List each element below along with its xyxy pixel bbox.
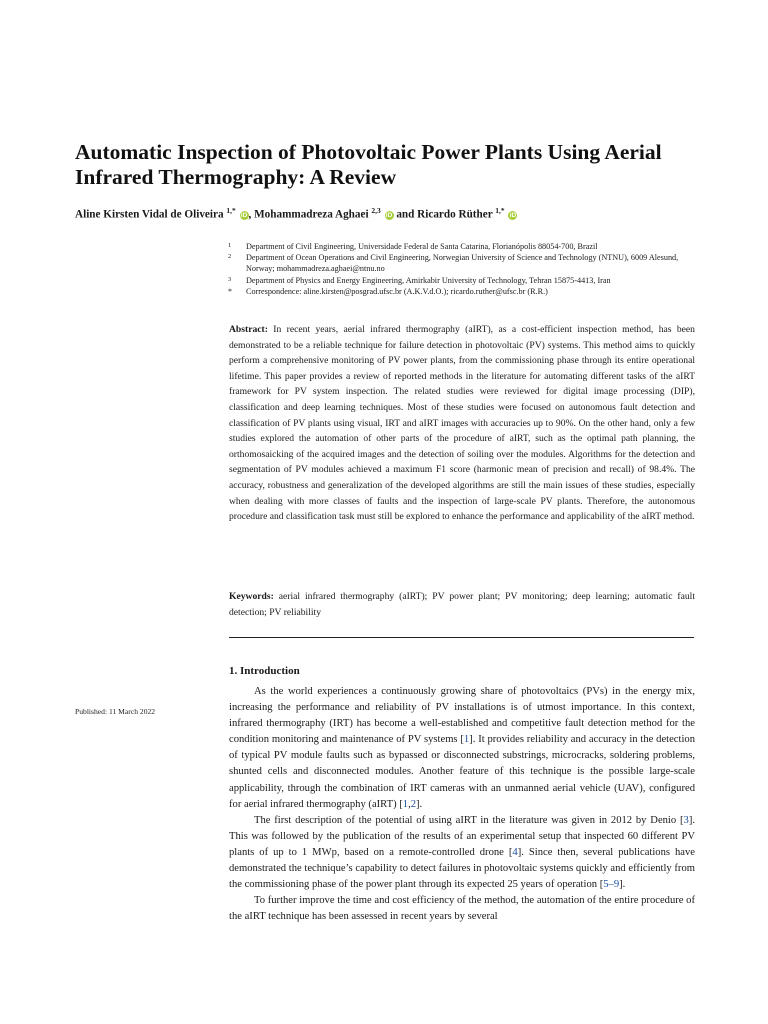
orcid-icon[interactable]: iD: [240, 211, 248, 219]
keywords: [229, 589, 695, 620]
author-conjunction: and: [393, 208, 418, 221]
affiliation-list: [228, 241, 698, 297]
affiliation-text: Department of Physics and Energy Engineering, Amirkabir University of Technology, Tehran 15875-4413, Iran: [246, 275, 611, 285]
paragraph-text: ,: [408, 798, 411, 810]
paragraph-text: The first description of the potential of using aIRT in the literature was given in 2012 by Denio [: [254, 814, 684, 826]
affiliation-item: [228, 241, 698, 252]
author-affiliation-marker: 1,*: [495, 206, 505, 215]
paragraph-text: ].: [619, 879, 626, 891]
paragraph-text: ]. It provides reliability and accuracy in the detection of typical PV module faults such as bypassed or disconnected substrings, microcracks, soldering problems, shunted cells and disconnected modules. Another feature of this technique is the possible large-scale applicability, through the combination of IRT cameras with an unmanned aerial vehicle (UAV), configured for aerial infrared thermography (aIRT) [: [229, 734, 695, 810]
orcid-icon[interactable]: iD: [385, 211, 393, 219]
affiliation-item: [228, 275, 698, 286]
citation-link[interactable]: 2: [410, 798, 417, 810]
correspondence-marker: *: [228, 286, 232, 296]
affiliation-marker: 1: [228, 242, 232, 249]
citation-link[interactable]: 3: [683, 814, 689, 826]
introduction-body: [229, 684, 695, 925]
paragraph-text: ].: [416, 798, 423, 810]
paragraph-text: To further improve the time and cost efficiency of the method, the automation of the entire procedure of the aIRT technique has been assessed in recent years by several: [229, 895, 695, 923]
section-heading: 1. Introduction: [229, 665, 300, 677]
affiliation-marker: 2: [228, 253, 232, 261]
author-separator: ,: [248, 208, 255, 221]
author-list: [75, 203, 715, 223]
body-paragraph: [229, 684, 695, 813]
author-name[interactable]: Mohammadreza Aghaei: [254, 208, 369, 221]
citation-link[interactable]: 1: [463, 734, 470, 746]
orcid-icon[interactable]: iD: [509, 211, 517, 219]
paragraph-text: ]. This was followed by the publication of the results of an experimental setup that inspected 60 different PV plants of up to 1 MWp, based on a remote-controlled drone [: [229, 814, 695, 858]
correspondence-item: [228, 286, 698, 297]
abstract-text: In recent years, aerial infrared thermography (aIRT), as a cost-efficient inspection method, has been demonstrated to be a reliable technique for failure detection in photovoltaic (PV) systems. This method aims to quickly perform a comprehensive monitoring of PV power plants, from the commissioning phase through its entire operational lifetime. This paper provides a review of reported methods in the literature for automating different tasks of the aIRT framework for PV system inspection. The related studies were reviewed for digital image processing (DIP), classification and deep learning techniques. Most of these studies were focused on autonomous fault detection and classification of PV plants using visual, IRT and aIRT images with accuracies up to 90%. On the other hand, only a few studies explored the automation of other parts of the procedure of aIRT, such as the optimal path planning, the orthomosaicking of the acquired images and the detection of soiling over the modules. Algorithms for the detection and segmentation of PV modules achieved a maximum F1 score (harmonic mean of precision and recall) of 98.4%. The accuracy, robustness and generalization of the developed algorithms are still the main issues of these studies, especially when dealing with more classes of faults and the inspection of large-scale PV plants. Therefore, the autonomous procedure and classification task must still be explored to enhance the performance and applicability of the aIRT method.: [229, 324, 695, 523]
body-paragraph: [229, 893, 695, 925]
citation-link[interactable]: 4: [512, 846, 518, 858]
abstract-label: Abstract:: [229, 324, 268, 335]
citation-link[interactable]: 1: [402, 798, 409, 810]
paragraph-text: As the world experiences a continuously growing share of photovoltaics (PVs) in the energy mix, increasing the performance and reliability of PV installations is of utmost importance. In this context, infrared thermography (IRT) has become a well-established and competitive fault detection method for the condition monitoring and maintenance of PV systems [: [229, 686, 695, 746]
correspondence-text[interactable]: Correspondence: aline.kirsten@posgrad.ufsc.br (A.K.V.d.O.); ricardo.ruther@ufsc.br (R.R.): [246, 286, 548, 296]
keywords-text: aerial infrared thermography (aIRT); PV power plant; PV monitoring; deep learning; automatic fault detection; PV reliability: [229, 591, 696, 618]
author-affiliation-marker: 2,3: [371, 206, 381, 215]
affiliation-item: [228, 252, 698, 274]
paragraph-text: ]. Since then, several publications have demonstrated the technique’s capability to detect failures in photovoltaic systems quickly and efficiently from the commissioning phase of the power plant through its expected 25 years of operation [: [229, 846, 695, 891]
abstract: [229, 322, 695, 525]
author-affiliation-marker: 1,*: [226, 206, 236, 215]
affiliation-text: Department of Civil Engineering, Universidade Federal de Santa Catarina, Florianópolis 88054-700, Brazil: [246, 242, 598, 251]
published-date: Published: 11 March 2022: [75, 707, 156, 716]
keywords-label: Keywords:: [229, 591, 274, 602]
paper-title: Automatic Inspection of Photovoltaic Power Plants Using Aerial Infrared Thermography: A Review: [75, 140, 662, 189]
affiliation-text: Department of Ocean Operations and Civil Engineering, Norwegian University of Science and Technology (NTNU), 6009 Alesund, Norway; mohammadreza.aghaei@ntnu.no: [246, 253, 679, 274]
section-divider: [229, 637, 694, 638]
body-paragraph: [229, 813, 695, 893]
author-name[interactable]: Aline Kirsten Vidal de Oliveira: [75, 208, 224, 221]
author-name[interactable]: Ricardo Rüther: [417, 208, 493, 221]
citation-link[interactable]: 5–9: [603, 879, 620, 891]
affiliation-marker: 3: [228, 275, 232, 283]
